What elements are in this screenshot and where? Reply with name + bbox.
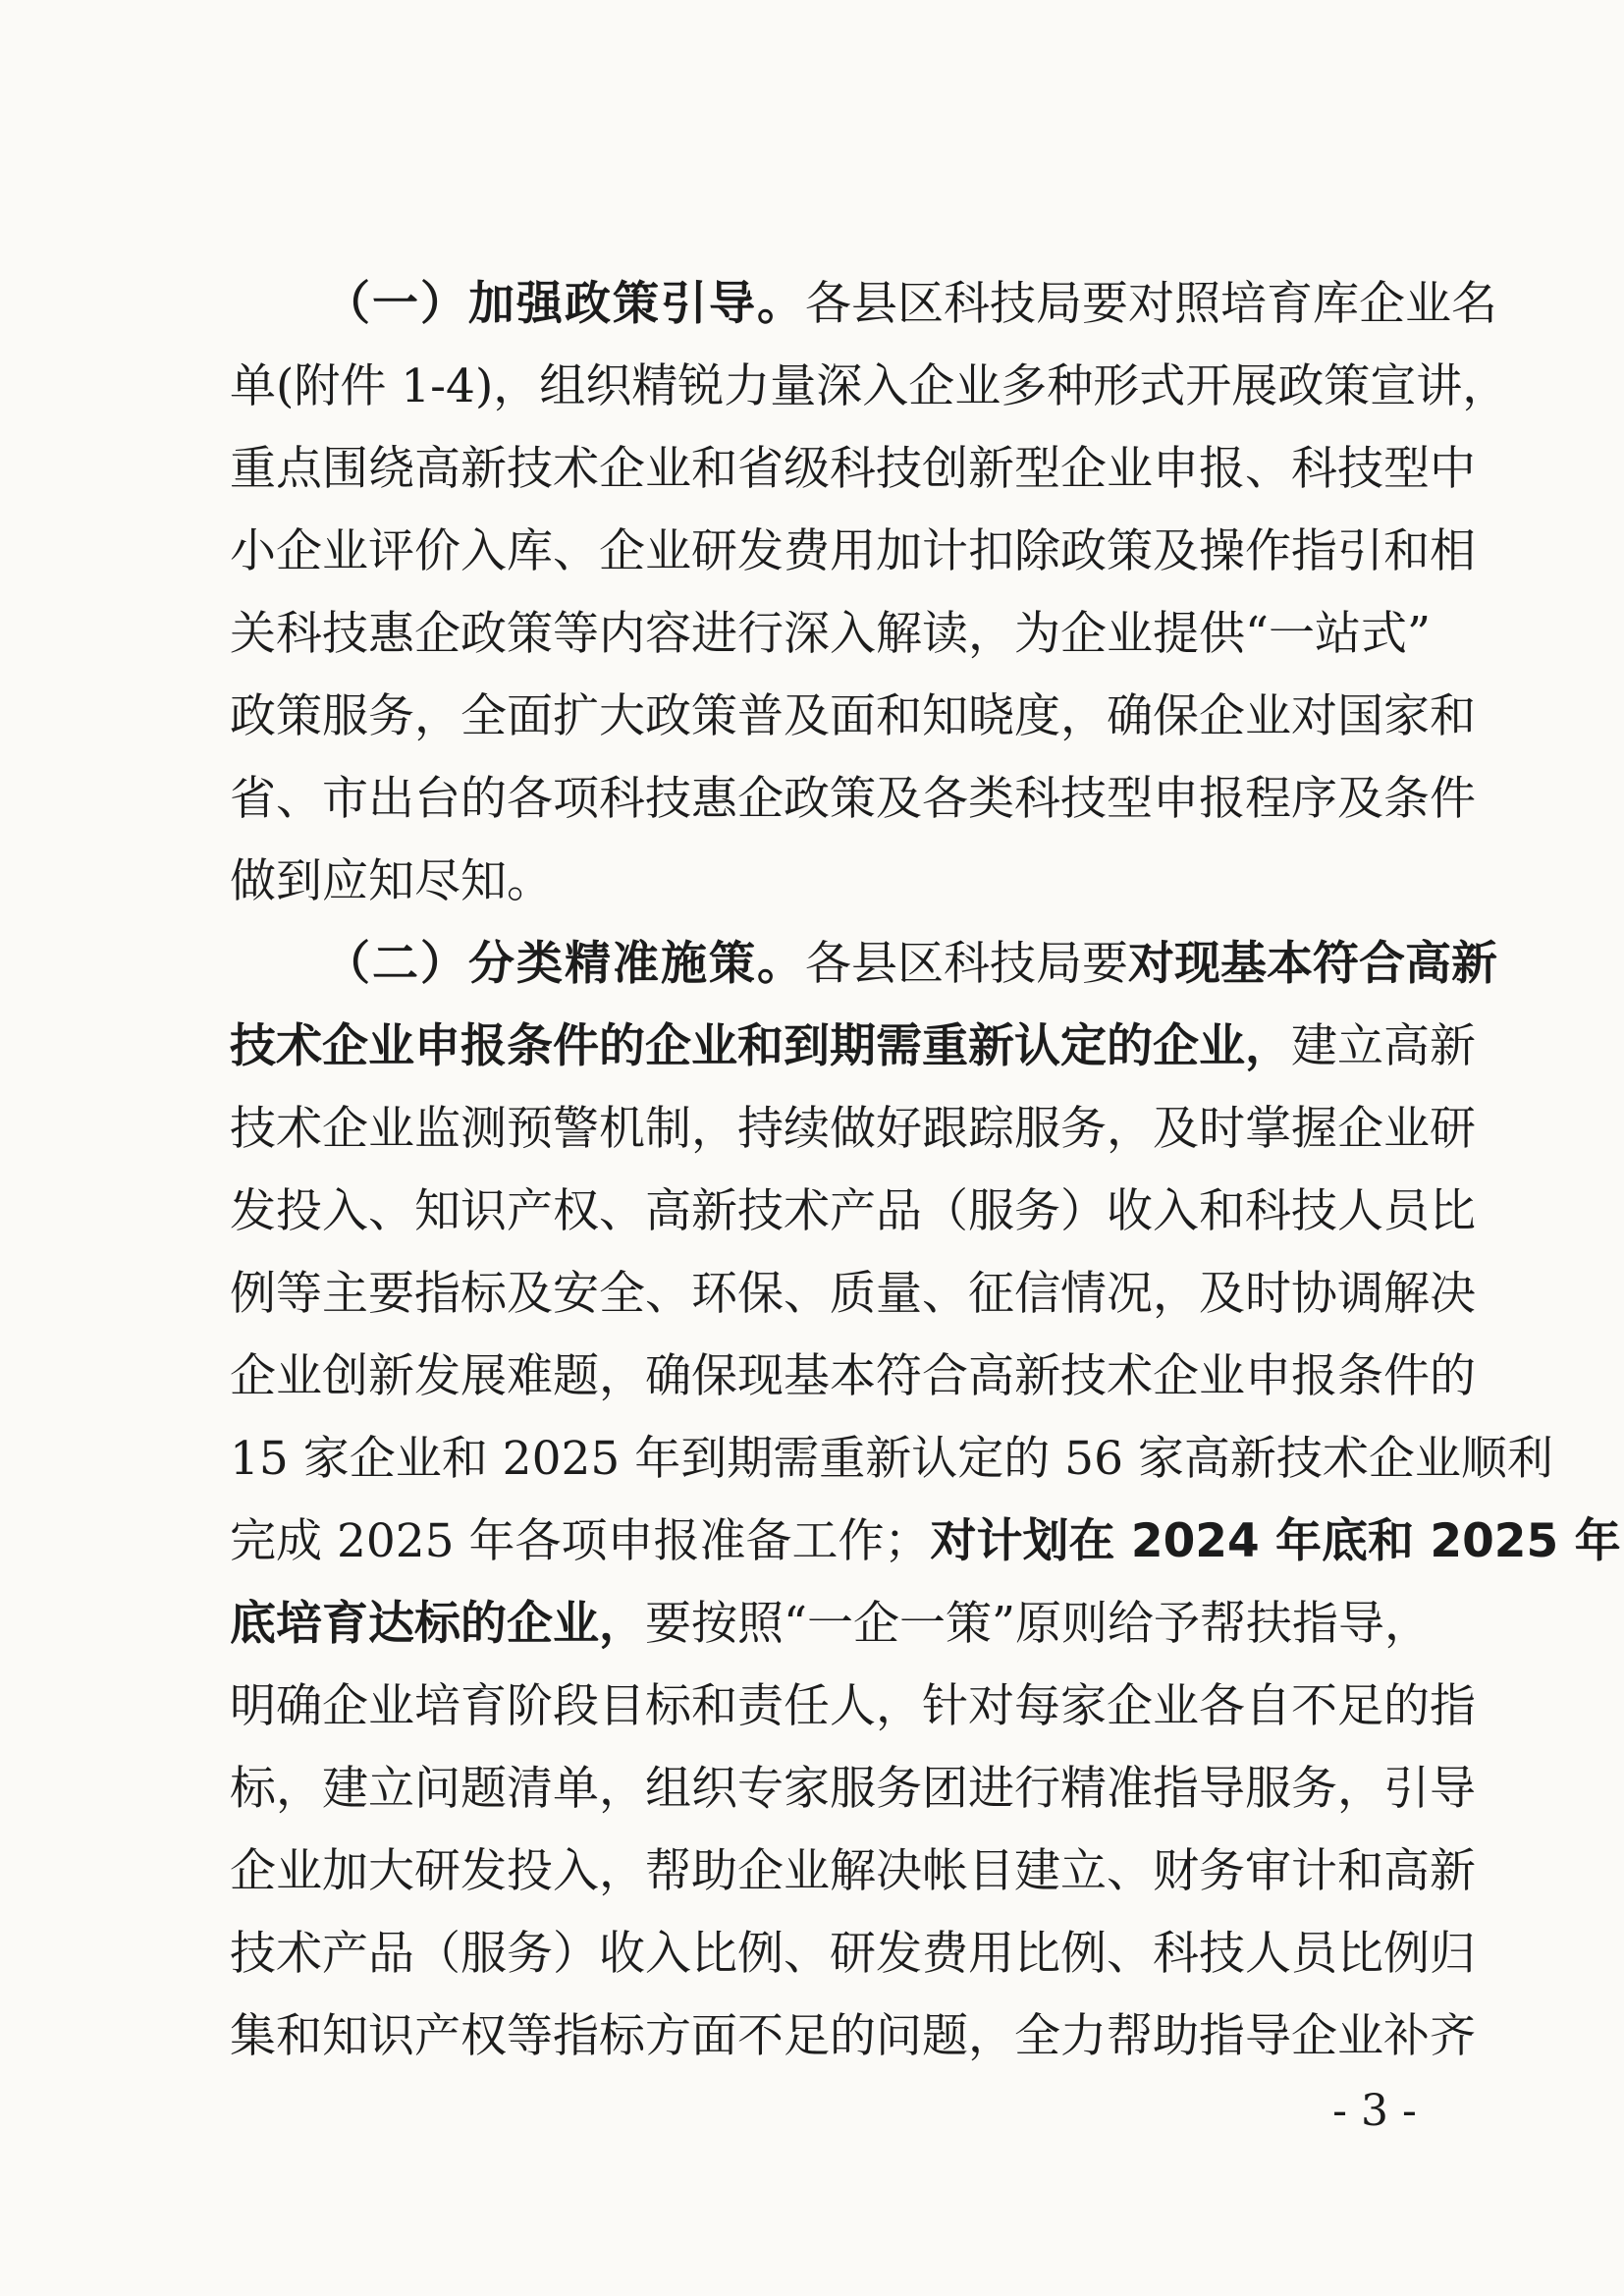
section2-line-14: 集和知识产权等指标方面不足的问题，全力帮助指导企业补齐 (230, 2009, 1476, 2063)
section2-line-2-bold: 技术企业申报条件的企业和到期需重新认定的企业， (230, 1019, 1291, 1073)
section1-heading: （一）加强政策引导。 (324, 277, 805, 331)
section1-line-4: 小企业评价入库、企业研发费用加计扣除政策及操作指引和相 (230, 524, 1476, 578)
section2-line-6: 企业创新发展难题，确保现基本符合高新技术企业申报条件的 (230, 1349, 1476, 1403)
section2-line-13: 技术产品（服务）收入比例、研发费用比例、科技人员比例归 (230, 1927, 1476, 1981)
section1-line-1 (324, 271, 1497, 338)
section1-line-5: 关科技惠企政策等内容进行深入解读，为企业提供“一站式” (230, 607, 1432, 661)
section2-line-1-plain: 各县区科技局要 (805, 937, 1128, 991)
section1-line-1-text: 各县区科技局要对照培育库企业名 (805, 277, 1497, 331)
section2-line-12: 企业加大研发投入，帮助企业解决帐目建立、财务审计和高新 (230, 1844, 1476, 1898)
section1-line-3: 重点围绕高新技术企业和省级科技创新型企业申报、科技型中 (230, 442, 1476, 496)
section2-line-1 (324, 931, 1497, 998)
section2-line-8-bold: 对计划在 2024 年底和 2025 年 (930, 1514, 1621, 1568)
section1-line-2: 单(附件 1-4)，组织精锐力量深入企业多种形式开展政策宣讲， (230, 359, 1509, 413)
section2-line-8-plain: 完成 2025 年各项申报准备工作； (230, 1514, 931, 1568)
section2-line-2 (230, 1013, 1476, 1080)
section1-line-8: 做到应知尽知。 (230, 854, 553, 908)
section2-line-1-bold: 对现基本符合高新 (1128, 937, 1497, 991)
section2-line-3: 技术企业监测预警机制，持续做好跟踪服务，及时掌握企业研 (230, 1102, 1476, 1156)
section2-line-9 (230, 1591, 1432, 1658)
section1-line-7: 省、市出台的各项科技惠企政策及各类科技型申报程序及条件 (230, 772, 1476, 826)
section2-line-5: 例等主要指标及安全、环保、质量、征信情况，及时协调解决 (230, 1267, 1476, 1321)
section2-heading: （二）分类精准施策。 (324, 937, 805, 991)
page-number: - 3 - (1332, 2086, 1417, 2136)
section2-line-8 (230, 1508, 1621, 1575)
section2-line-9-plain: 要按照“一企一策”原则给予帮扶指导， (645, 1597, 1432, 1651)
section2-line-2-plain: 建立高新 (1291, 1019, 1476, 1073)
section2-line-7: 15 家企业和 2025 年到期需重新认定的 56 家高新技术企业顺利 (230, 1432, 1553, 1486)
section2-line-4: 发投入、知识产权、高新技术产品（服务）收入和科技人员比 (230, 1184, 1476, 1238)
section2-line-11: 标，建立问题清单，组织专家服务团进行精准指导服务，引导 (230, 1762, 1476, 1816)
section2-line-9-bold: 底培育达标的企业， (230, 1597, 645, 1651)
section1-line-6: 政策服务，全面扩大政策普及面和知晓度，确保企业对国家和 (230, 689, 1476, 743)
section2-line-10: 明确企业培育阶段目标和责任人，针对每家企业各自不足的指 (230, 1679, 1476, 1733)
